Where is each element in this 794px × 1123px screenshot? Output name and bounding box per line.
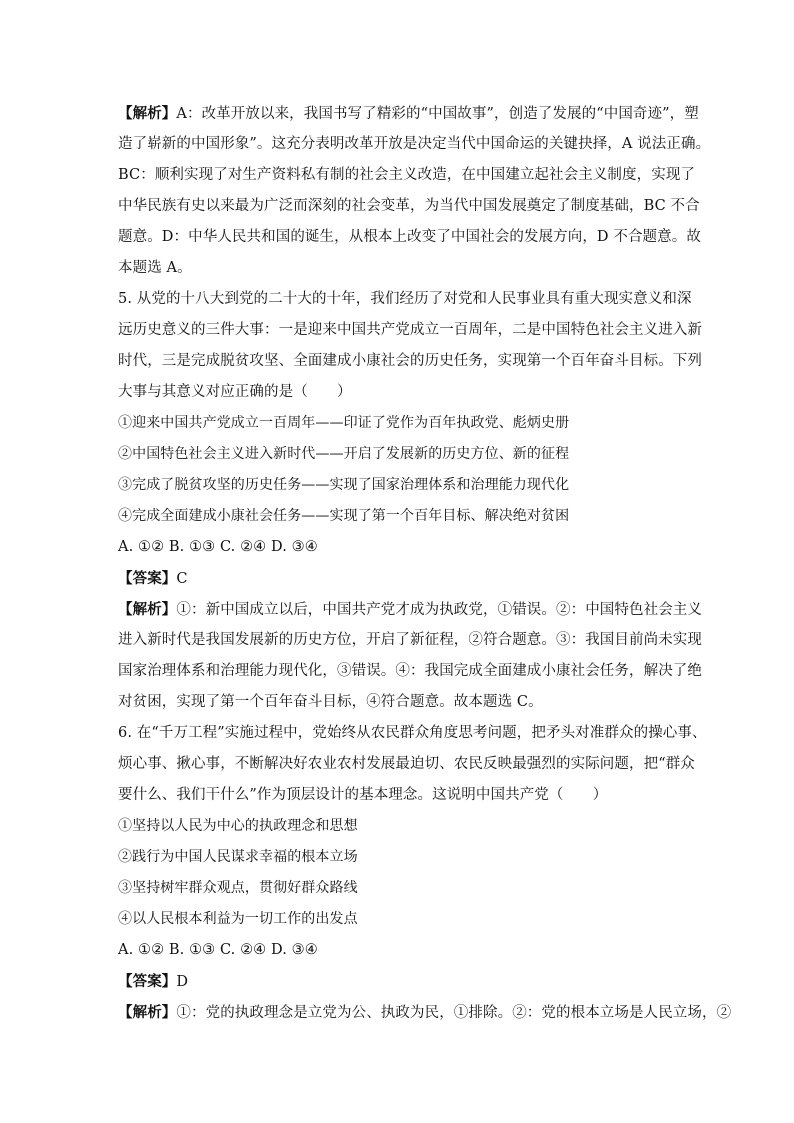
analysis-tag: 【解析】 <box>118 601 177 618</box>
line-text: 题意。D：中华人民共和国的诞生，从根本上改变了中国社会的发展方向，D 不合题意。故 <box>118 229 701 245</box>
line-text: A：改革开放以来，我国书写了精彩的“中国故事”，创造了发展的“中国奇迹”，塑 <box>176 106 699 122</box>
line-text: 本题选 A。 <box>118 260 192 276</box>
line-text: ②中国特色社会主义进入新时代——开启了发展新的历史方位、新的征程 <box>118 446 570 462</box>
line-text: ①坚持以人民为中心的执政理念和思想 <box>118 818 358 834</box>
answer-line <box>118 966 690 997</box>
text-line <box>118 625 702 656</box>
question-line <box>118 718 707 749</box>
statement-item <box>118 811 690 842</box>
statement-item <box>118 470 690 501</box>
line-text: 进入新时代是我国发展新的历史方位，开启了新征程，②符合题意。③：我国目前尚未实现 <box>118 632 702 648</box>
line-text: A. ①② B. ①③ C. ②④ D. ③④ <box>118 942 318 958</box>
text-line <box>118 129 711 160</box>
line-text: ①：党的执政理念是立党为公、执政为民，①排除。②：党的根本立场是人民立场，② <box>176 1005 732 1021</box>
question-line <box>118 780 690 811</box>
text-line <box>118 687 690 718</box>
line-text: ④完成全面建成小康社会任务——实现了第一个百年目标、解决绝对贫困 <box>118 508 570 524</box>
answer-tag: 【答案】 <box>118 973 177 990</box>
line-text: ②践行为中国人民谋求幸福的根本立场 <box>118 849 358 865</box>
question-line <box>118 284 690 315</box>
text-line <box>118 997 732 1028</box>
line-text: 烦心事、揪心事，不断解决好农业农村发展最迫切、农民反映最强烈的实际问题，把“群众 <box>118 756 695 772</box>
statement-item <box>118 873 690 904</box>
text-line <box>118 253 690 284</box>
line-text: ④以人民根本利益为一切工作的出发点 <box>118 911 358 927</box>
text-line <box>118 160 696 191</box>
answer-options <box>118 532 690 563</box>
text-line <box>118 594 703 625</box>
line-text: ③完成了脱贫攻坚的历史任务——实现了国家治理体系和治理能力现代化 <box>118 477 570 493</box>
line-text: 时代，三是完成脱贫攻坚、全面建成小康社会的历史任务，实现第一个百年奋斗目标。下列 <box>118 353 702 369</box>
answer-line <box>118 563 690 594</box>
question-line <box>118 377 690 408</box>
line-text: BC：顺利实现了对生产资料私有制的社会主义改造，在中国建立起社会主义制度，实现了 <box>118 167 696 183</box>
line-text: ①迎来中国共产党成立一百周年——印证了党作为百年执政党、彪炳史册 <box>118 415 570 431</box>
line-text: 5. 从党的十八大到党的二十大的十年，我们经历了对党和人民事业具有重大现实意义和深 <box>118 291 692 307</box>
line-text: 要什么、我们干什么”作为顶层设计的基本理念。这说明中国共产党（ ） <box>118 787 608 803</box>
line-text: 6. 在“千万工程”实施过程中，党始终从农民群众角度思考问题，把矛头对准群众的操心事、 <box>118 725 707 741</box>
line-text: 中华民族有史以来最为广泛而深刻的社会变革，为当代中国发展奠定了制度基础，BC 不合 <box>118 198 700 214</box>
analysis-tag: 【解析】 <box>118 105 177 122</box>
document-page <box>118 98 732 1028</box>
text-line <box>118 222 701 253</box>
text-line <box>118 191 700 222</box>
line-text: A. ①② B. ①③ C. ②④ D. ③④ <box>118 539 318 555</box>
question-line <box>118 346 702 377</box>
statement-item <box>118 904 690 935</box>
question-line <box>118 315 702 346</box>
statement-item <box>118 501 690 532</box>
statement-item <box>118 439 690 470</box>
statement-item <box>118 408 690 439</box>
analysis-tag: 【解析】 <box>118 1004 177 1021</box>
line-text: 造了崭新的中国形象”。这充分表明改革开放是决定当代中国命运的关键抉择，A 说法正确。 <box>118 136 711 152</box>
line-text: ③坚持树牢群众观点，贯彻好群众路线 <box>118 880 358 896</box>
text-line <box>118 656 702 687</box>
line-text: ①：新中国成立以后，中国共产党才成为执政党，①错误。②：中国特色社会主义 <box>176 602 703 618</box>
text-line <box>118 98 699 129</box>
statement-item <box>118 842 690 873</box>
answer-tag: 【答案】 <box>118 570 177 587</box>
line-text: 大事与其意义对应正确的是（ ） <box>118 384 352 400</box>
line-text: 远历史意义的三件大事：一是迎来中国共产党成立一百周年，二是中国特色社会主义进入新 <box>118 322 702 338</box>
question-line <box>118 749 695 780</box>
answer-value: C <box>176 571 188 587</box>
answer-options <box>118 935 690 966</box>
line-text: 国家治理体系和治理能力现代化，③错误。④：我国完成全面建成小康社会任务，解决了绝 <box>118 663 702 679</box>
line-text: 对贫困，实现了第一个百年奋斗目标，④符合题意。故本题选 C。 <box>118 694 543 710</box>
answer-value: D <box>176 974 189 990</box>
